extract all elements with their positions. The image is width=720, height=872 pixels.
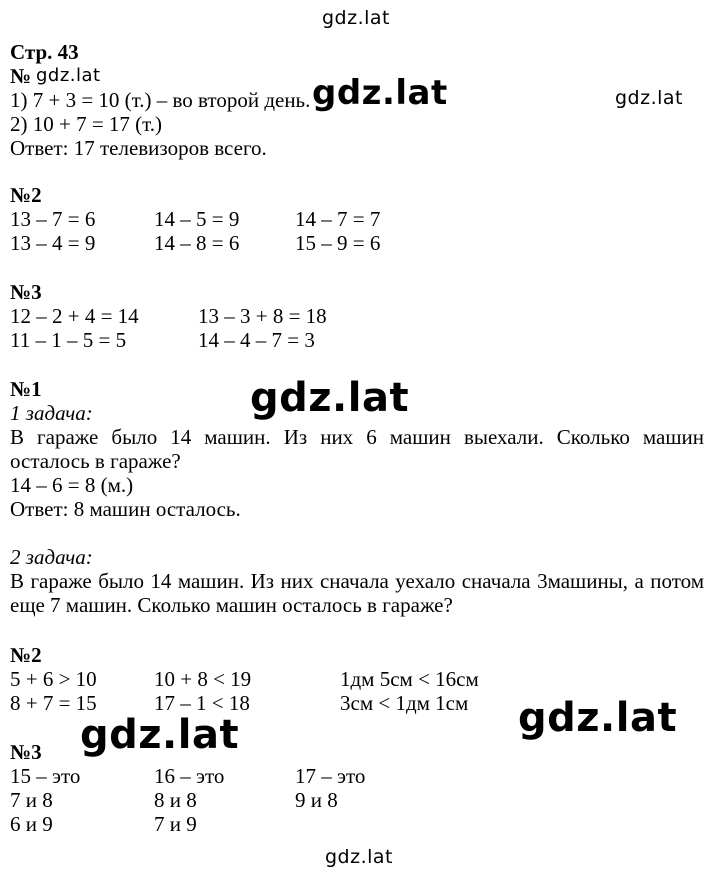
- watermark-right-small: gdz.lat: [615, 87, 684, 109]
- section2-cell: 13 – 7 = 6: [10, 207, 96, 231]
- section5-cell: 8 + 7 = 15: [10, 691, 97, 715]
- section6-cell: 7 и 8: [10, 788, 53, 812]
- section3-cell: 12 – 2 + 4 = 14: [10, 304, 139, 328]
- task1-answer: Ответ: 8 машин осталось.: [10, 497, 241, 521]
- section2-cell: 14 – 7 = 7: [295, 207, 381, 231]
- watermark-middle-big: gdz.lat: [250, 375, 410, 421]
- section2-cell: 14 – 5 = 9: [154, 207, 240, 231]
- section4-heading: №1: [10, 377, 42, 401]
- watermark-inline-big: gdz.lat: [312, 73, 448, 113]
- section2-cell: 14 – 8 = 6: [154, 231, 240, 255]
- section6-heading: №3: [10, 740, 42, 764]
- section1-answer: Ответ: 17 телевизоров всего.: [10, 136, 267, 160]
- task2-label: 2 задача:: [10, 545, 93, 569]
- task1-line1: В гараже было 14 машин. Из них 6 машин выехали. Сколько машин: [10, 425, 704, 449]
- watermark-left-big: gdz.lat: [80, 712, 240, 758]
- section5-cell: 1дм 5см < 16см: [340, 667, 479, 691]
- task1-calc: 14 – 6 = 8 (м.): [10, 473, 134, 497]
- section6-cell: 17 – это: [295, 764, 366, 788]
- task1-line2: осталось в гараже?: [10, 449, 181, 473]
- section6-cell: 7 и 9: [154, 812, 197, 836]
- task2-line1: В гараже было 14 машин. Из них сначала уехало сначала 3машины, а потом: [10, 569, 704, 593]
- section6-cell: 9 и 8: [295, 788, 338, 812]
- section5-cell: 10 + 8 < 19: [154, 667, 252, 691]
- section1-number-watermark: gdz.lat: [36, 65, 101, 86]
- page-heading: Стр. 43: [10, 40, 79, 64]
- section6-cell: 6 и 9: [10, 812, 53, 836]
- section6-cell: 15 – это: [10, 764, 81, 788]
- section3-cell: 13 – 3 + 8 = 18: [198, 304, 327, 328]
- section2-cell: 15 – 9 = 6: [295, 231, 381, 255]
- task2-line2: еще 7 машин. Сколько машин осталось в гараже?: [10, 593, 453, 617]
- section1-line1: 1) 7 + 3 = 10 (т.) – во второй день.: [10, 88, 311, 112]
- section1-line2: 2) 10 + 7 = 17 (т.): [10, 112, 163, 136]
- section3-heading: №3: [10, 280, 42, 304]
- watermark-top: gdz.lat: [322, 7, 391, 29]
- section6-cell: 8 и 8: [154, 788, 197, 812]
- section2-heading: №2: [10, 183, 42, 207]
- section3-cell: 11 – 1 – 5 = 5: [10, 328, 127, 352]
- watermark-right-big: gdz.lat: [518, 695, 678, 741]
- section3-cell: 14 – 4 – 7 = 3: [198, 328, 315, 352]
- section5-cell: 17 – 1 < 18: [154, 691, 250, 715]
- section1-number-sign: №: [10, 64, 32, 88]
- section5-heading: №2: [10, 643, 42, 667]
- section2-cell: 13 – 4 = 9: [10, 231, 96, 255]
- task1-label: 1 задача:: [10, 401, 93, 425]
- section5-cell: 3см < 1дм 1см: [340, 691, 469, 715]
- section5-cell: 5 + 6 > 10: [10, 667, 97, 691]
- section6-cell: 16 – это: [154, 764, 225, 788]
- watermark-bottom: gdz.lat: [325, 846, 394, 868]
